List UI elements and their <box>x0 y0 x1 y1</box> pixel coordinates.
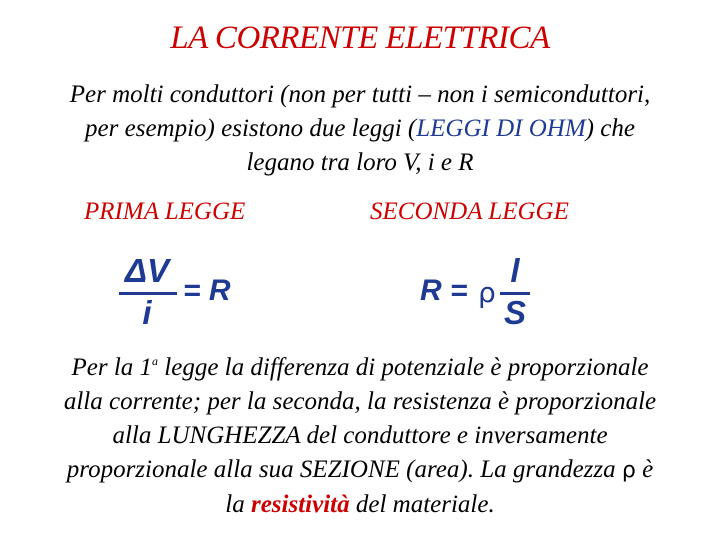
ohm-laws-term: LEGGI DI OHM <box>416 115 586 142</box>
outro-line-4 <box>0 453 720 488</box>
first-law-formula <box>117 252 257 334</box>
delta-v-numerator: ΔV <box>124 252 170 289</box>
outro-text: proporzionale alla sua SEZIONE (area). La grandezza <box>66 456 622 483</box>
intro-line-2 <box>0 112 720 146</box>
outro-line-3: alla LUNGHEZZA del conduttore e inversamente <box>112 422 608 449</box>
intro-line-1: Per molti conduttori (non per tutti – non i semiconduttori, <box>69 81 651 108</box>
rho-symbol: ρ <box>478 276 496 309</box>
page-title: LA CORRENTE ELETTRICA <box>170 20 550 56</box>
current-denominator: i <box>142 294 152 331</box>
second-law-formula <box>420 252 540 334</box>
intro-text: ) che <box>585 115 635 142</box>
section-denominator: S <box>503 294 526 331</box>
outro-line-1 <box>0 344 720 385</box>
explanation-paragraph <box>0 344 720 522</box>
outro-line-2: alla corrente; per la seconda, la resistenza è proporzionale <box>63 388 657 415</box>
outro-text: Per la 1 <box>71 354 153 381</box>
resistivity-term: resistività <box>250 491 350 518</box>
intro-line-3: legano tra loro V, i e R <box>246 149 474 176</box>
outro-text: è <box>635 456 654 483</box>
outro-text: la <box>225 491 251 518</box>
rho-symbol-inline: ρ <box>621 458 636 483</box>
intro-paragraph <box>0 78 720 180</box>
equals-r: = R <box>183 274 231 307</box>
second-law-heading: SECONDA LEGGE <box>370 198 569 225</box>
length-numerator: l <box>510 252 520 289</box>
r-equals: R = <box>420 274 468 307</box>
first-law-heading: PRIMA LEGGE <box>84 198 246 225</box>
outro-text: legge la differenza di potenziale è proporzionale <box>158 354 649 381</box>
intro-text: per esempio) esistono due leggi ( <box>85 115 417 142</box>
outro-line-5 <box>0 488 720 522</box>
ordinal-superscript: a <box>152 354 159 368</box>
outro-text: del materiale. <box>349 491 495 518</box>
